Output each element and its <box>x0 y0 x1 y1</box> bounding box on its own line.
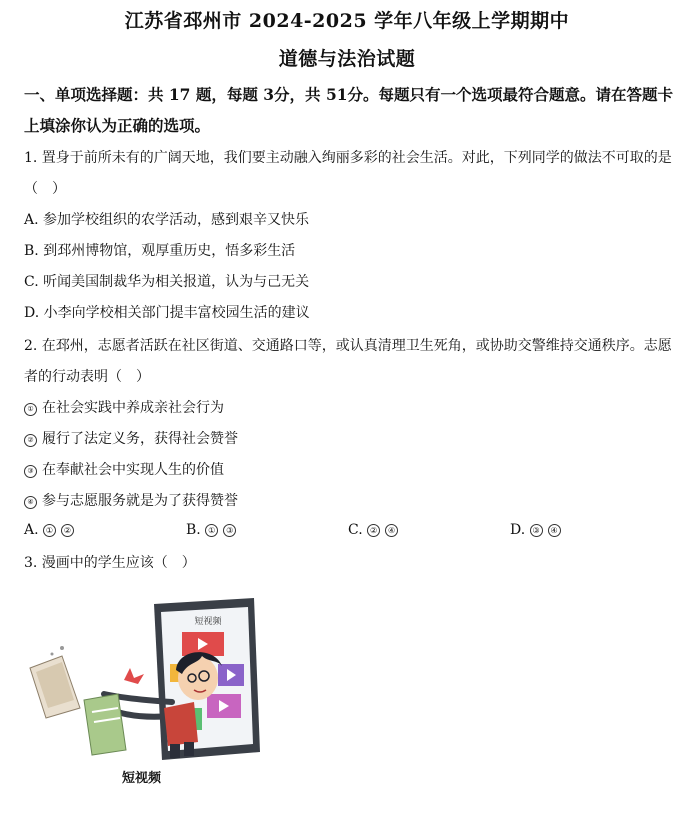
q2-stem-line-1: 2. 在邳州，志愿者活跃在社区街道、交通路口等，或认真清理卫生死角，或协助交警维持交通秩序。志愿 <box>24 338 672 354</box>
q1-option-a: A. 参加学校组织的农学活动，感到艰辛又快乐 <box>24 212 310 228</box>
q1-option-c: C. 听闻美国制裁华为相关报道，认为与己无关 <box>24 274 310 290</box>
circled-number: ④ <box>24 496 37 509</box>
circled-number: ② <box>61 524 74 537</box>
title-line-2: 道德与法治试题 <box>278 48 416 70</box>
circled-number: ④ <box>385 524 398 537</box>
q1-option-d: D. 小李向学校相关部门提丰富校园生活的建议 <box>24 305 310 321</box>
circled-number: ④ <box>548 524 561 537</box>
q3-stem: 3. 漫画中的学生应该（ ） <box>24 555 196 571</box>
circled-number: ② <box>24 434 37 447</box>
circled-number: ① <box>24 403 37 416</box>
cartoon-illustration <box>22 590 272 765</box>
answer-label: A. <box>24 522 39 538</box>
q2-stem-line-2: 者的行动表明（ ） <box>24 369 150 385</box>
q2-answer-b <box>186 522 241 538</box>
circled-number: ③ <box>530 524 543 537</box>
circled-number: ③ <box>223 524 236 537</box>
q2-statement-1 <box>24 397 678 417</box>
q2-statement-3 <box>24 459 678 479</box>
statement-text: 在社会实践中养成亲社会行为 <box>42 400 224 416</box>
q1-stem-line-1: 1. 置身于前所未有的广阔天地，我们要主动融入绚丽多彩的社会生活。对此，下列同学的做法不可取的是 <box>24 150 672 166</box>
impact-burst-icon <box>124 668 144 684</box>
q2-statement-4 <box>24 490 678 510</box>
title-line-1: 江苏省邳州市 2024-2025 学年八年级上学期期中 <box>124 10 570 32</box>
answer-label: B. <box>186 522 201 538</box>
answer-label: C. <box>348 522 363 538</box>
answer-label: D. <box>510 522 526 538</box>
q1-stem-line-2: （ ） <box>24 181 66 197</box>
q1-option-b: B. 到邳州博物馆，观厚重历史，悟多彩生活 <box>24 243 296 259</box>
circled-number: ① <box>43 524 56 537</box>
tablet-screen-label: 短视频 <box>194 617 222 627</box>
circled-number: ① <box>205 524 218 537</box>
statement-text: 履行了法定义务，获得社会赞誉 <box>42 431 238 447</box>
circled-number: ③ <box>24 465 37 478</box>
statement-text: 参与志愿服务就是为了获得赞誉 <box>42 493 238 509</box>
book-icon <box>30 656 80 718</box>
section-header: 一、单项选择题：共 17 题，每题 3分，共 51分。每题只有一个选项最符合题意。请在答题卡上填涂你认为正确的选项。 <box>24 85 674 135</box>
q2-answer-a <box>24 522 79 538</box>
book-icon <box>84 694 126 755</box>
q2-answer-d <box>510 522 566 538</box>
statement-text: 在奉献社会中实现人生的价值 <box>42 462 224 478</box>
circled-number: ② <box>367 524 380 537</box>
q2-statement-2 <box>24 428 678 448</box>
cartoon-caption: 短视频 <box>122 771 162 786</box>
q2-answer-c <box>348 522 403 538</box>
